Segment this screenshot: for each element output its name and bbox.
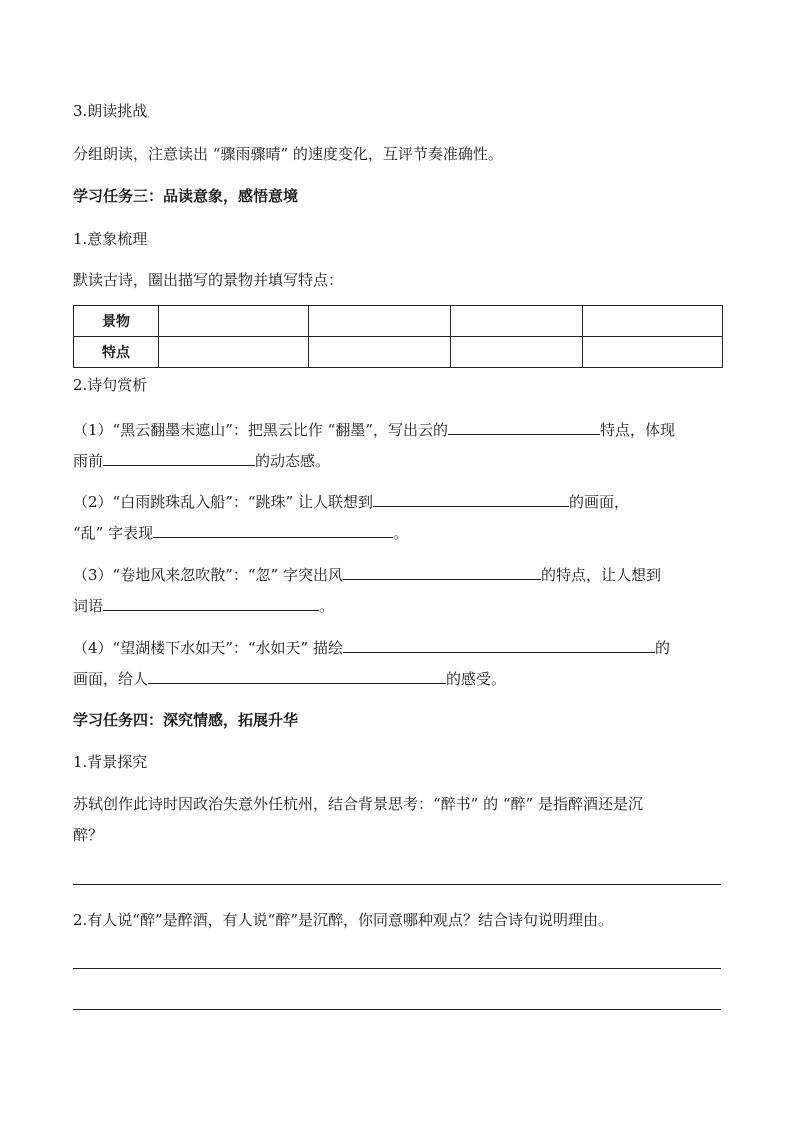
task-4-item-1-title: 1.背景探究 <box>73 753 148 771</box>
table-row <box>74 306 723 337</box>
answer-blank[interactable] <box>153 522 393 538</box>
question-1-line-1: （1）“黑云翻墨未遮山”：把黑云比作 “翻墨”，写出云的 特点，体现 <box>73 421 676 439</box>
table-header-feature: 特点 <box>74 337 159 368</box>
answer-blank[interactable] <box>373 491 569 507</box>
task-3-item-1-instruction: 默读古诗，圈出描写的景物并填写特点： <box>73 271 344 289</box>
answer-line[interactable] <box>73 968 721 969</box>
table-cell-input[interactable] <box>309 337 451 368</box>
task-3-item-1-title: 1.意象梳理 <box>73 230 148 248</box>
task-4-item-1-text-line-1: 苏轼创作此诗时因政治失意外任杭州，结合背景思考：“醉书” 的 “醉” 是指醉酒还是沉 <box>73 795 643 813</box>
answer-blank[interactable] <box>343 564 541 580</box>
section-3-instruction: 分组朗读，注意读出 “骤雨骤晴” 的速度变化，互评节奏准确性。 <box>73 145 503 163</box>
table-row <box>74 337 723 368</box>
question-4-line-1: （4）“望湖楼下水如天”：“水如天” 描绘 的 <box>73 639 671 657</box>
answer-blank[interactable] <box>448 419 600 435</box>
question-3-line-1: （3）“卷地风来忽吹散”：“忽” 字突出风 的特点，让人想到 <box>73 566 662 584</box>
table-cell-input[interactable] <box>451 337 583 368</box>
table-cell-input[interactable] <box>159 306 309 337</box>
task-4-item-1-text-line-2: 醉？ <box>73 826 104 844</box>
task-4-item-2-question: 2.有人说“醉”是醉酒，有人说“醉”是沉醉，你同意哪种观点？结合诗句说明理由。 <box>73 911 613 929</box>
question-2-line-2: “乱” 字表现 。 <box>73 524 409 542</box>
table-cell-input[interactable] <box>583 337 723 368</box>
table-header-scenery: 景物 <box>74 306 159 337</box>
question-3-line-2: 词语 。 <box>73 597 335 615</box>
answer-blank[interactable] <box>103 450 255 466</box>
answer-blank[interactable] <box>343 637 655 653</box>
task-3-item-2-title: 2.诗句赏析 <box>73 376 148 394</box>
scenery-table <box>73 305 723 368</box>
section-3-title: 3.朗读挑战 <box>73 102 148 120</box>
task-3-heading: 学习任务三：品读意象，感悟意境 <box>73 187 299 205</box>
answer-blank[interactable] <box>103 595 319 611</box>
table-cell-input[interactable] <box>309 306 451 337</box>
answer-blank[interactable] <box>148 668 446 684</box>
question-2-line-1: （2）“白雨跳珠乱入船”：“跳珠” 让人联想到 的画面， <box>73 493 630 511</box>
answer-line[interactable] <box>73 884 721 885</box>
task-4-heading: 学习任务四：深究情感，拓展升华 <box>73 711 299 729</box>
table-cell-input[interactable] <box>451 306 583 337</box>
table-cell-input[interactable] <box>159 337 309 368</box>
question-4-line-2: 画面，给人 的感受。 <box>73 670 507 688</box>
answer-line[interactable] <box>73 1009 721 1010</box>
question-1-line-2: 雨前 的动态感。 <box>73 452 331 470</box>
table-cell-input[interactable] <box>583 306 723 337</box>
